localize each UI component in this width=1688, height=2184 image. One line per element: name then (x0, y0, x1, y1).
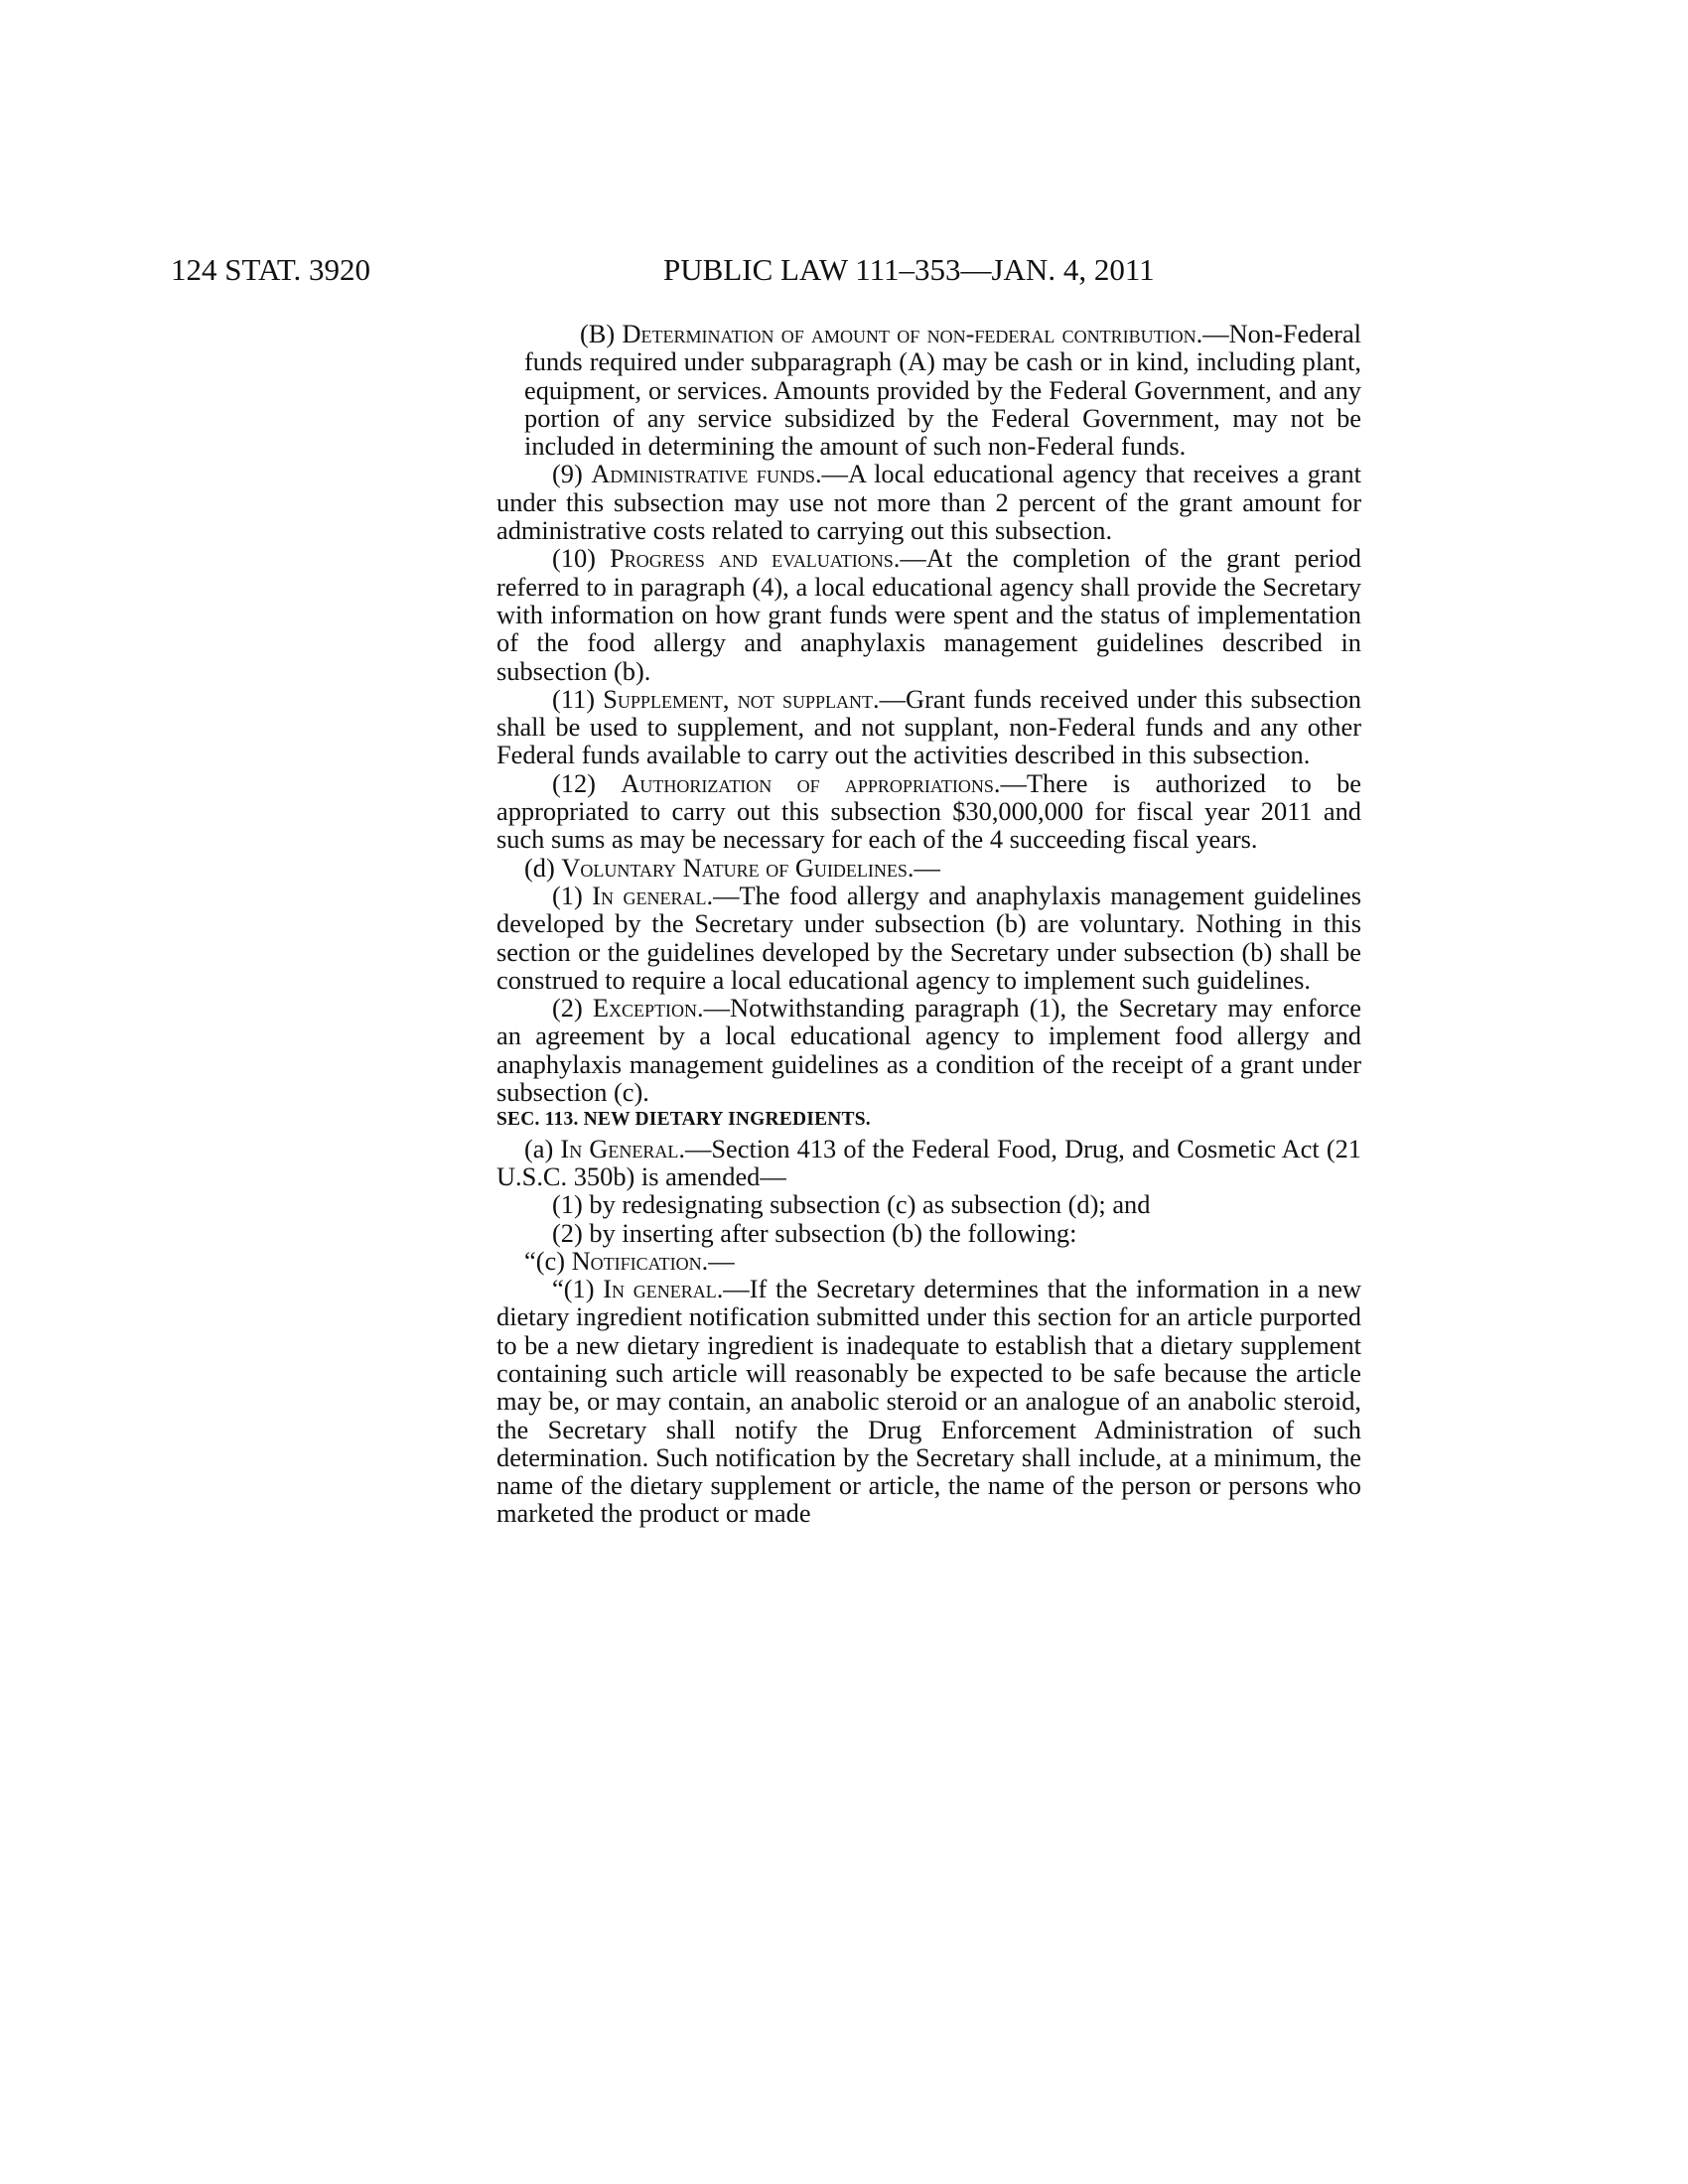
paragraph-10-progress (496, 544, 1361, 684)
paragraph-heading: Authorization of appropriations. (621, 767, 1001, 798)
paragraph-11-supplement (496, 685, 1361, 769)
paragraph-heading: Exception. (592, 993, 704, 1024)
paragraph-heading: In general. (603, 1274, 724, 1304)
paragraph-label: “(1) (552, 1274, 604, 1304)
subsection-c-notification (496, 1247, 1361, 1275)
paragraph-9-administrative-funds (496, 460, 1361, 544)
public-law-title: PUBLIC LAW 111–353—JAN. 4, 2011 (663, 252, 1155, 287)
paragraph-heading: Determination of amount of non-federal contribution. (622, 319, 1203, 348)
paragraph-heading: In general. (592, 880, 714, 910)
statute-page-number: 124 STAT. 3920 (171, 252, 371, 287)
paragraph-label: (B) (580, 319, 623, 348)
paragraph-text: —Section 413 of the Federal Food, Drug, and Cosmetic Act (21 U.S.C. 350b) is amended— (496, 1133, 1362, 1191)
paragraph-text: —The food allergy and anaphylaxis management guidelines developed by the Secretary under subsection (b) are voluntary. Nothing in this section or the guidelines developed by the Secretary under subsection (b) shall be construed to require a local educational agency to implement such guidelines. (496, 880, 1361, 995)
paragraph-text: —A local educational agency that receives a grant under this subsection may use not more than 2 percent of the grant amount for administrative costs related to carrying out this subsection. (496, 459, 1361, 546)
subsection-a-in-general (496, 1135, 1361, 1191)
amendment-item-2: (2) by inserting after subsection (b) the following: (552, 1217, 1077, 1248)
paragraph-label: (2) (552, 993, 593, 1024)
paragraph-label: “(c) (524, 1245, 572, 1276)
paragraph-label: (d) (524, 852, 562, 883)
paragraph-12-authorization (496, 769, 1361, 854)
paragraph-text: —Notwithstanding paragraph (1), the Secretary may enforce an agreement by a local educational agency to implement food allergy and anaphylaxis management guidelines as a condition of the receipt of a grant under subsection (c). (496, 993, 1361, 1108)
paragraph-text: —Grant funds received under this subsection shall be used to supplement, and not supplant, non-Federal funds and any other Federal funds available to carry out the activities described in this subsection. (496, 683, 1361, 770)
paragraph-heading: Administrative funds. (591, 459, 822, 489)
paragraph-heading: In General. (560, 1133, 685, 1163)
paragraph-text: — (708, 1245, 735, 1276)
section-label: SEC. 113. (496, 1109, 584, 1131)
section-heading (496, 1106, 1361, 1134)
paragraph-d1-in-general (496, 882, 1361, 994)
paragraph-heading: Supplement, not supplant. (603, 683, 880, 714)
paragraph-text: —Non-Federal funds required under subparagraph (A) may be cash or in kind, including plant, equipment, or services. Amounts provided by the Federal Government, and any portion of any service subsidized by the Federal Government, may not be included in determining the amount of such non-Federal funds. (524, 319, 1361, 462)
running-head (0, 250, 1688, 290)
paragraph-text: — (914, 852, 940, 883)
paragraph-label: (9) (552, 459, 592, 489)
paragraph-label: (1) (552, 880, 593, 910)
paragraph-label: (11) (552, 683, 604, 714)
amendment-item-1: (1) by redesignating subsection (c) as subsection (d); and (552, 1189, 1151, 1220)
subsection-d-voluntary (496, 854, 1361, 882)
paragraph-heading: Notification. (571, 1245, 709, 1276)
paragraph-b-determination (496, 320, 1361, 460)
document-body (496, 320, 1361, 1528)
section-title: NEW DIETARY INGREDIENTS. (583, 1109, 871, 1131)
paragraph-text: —If the Secretary determines that the information in a new dietary ingredient notification submitted under this section for an article purported to be a new dietary ingredient is inadequate to establish that a dietary supplement containing such article will reasonably be expected to be safe because the article may be, or may contain, an anabolic steroid or an analogue of an anabolic steroid, the Secretary shall notify the Drug Enforcement Administration of such determination. Such notification by the Secretary shall include, at a minimum, the name of the dietary supplement or article, the name of the person or persons who marketed the product or made (496, 1274, 1361, 1529)
paragraph-heading: Progress and evaluations. (610, 543, 901, 574)
paragraph-label: (10) (552, 543, 611, 574)
paragraph-c1-in-general (496, 1275, 1361, 1528)
paragraph-text: —There is authorized to be appropriated to carry out this subsection $30,000,000 for fiscal year 2011 and such sums as may be necessary for each of the 4 succeeding fiscal years. (496, 767, 1361, 855)
paragraph-label: (a) (524, 1133, 561, 1163)
paragraph-label: (12) (552, 767, 622, 798)
paragraph-d2-exception (496, 994, 1361, 1106)
paragraph-heading: Voluntary Nature of Guidelines. (561, 852, 914, 883)
paragraph-text: —At the completion of the grant period referred to in paragraph (4), a local educational agency shall provide the Secretary with information on how grant funds were spent and the status of implementation of the food allergy and anaphylaxis management guidelines described in subsection (b). (496, 543, 1361, 686)
